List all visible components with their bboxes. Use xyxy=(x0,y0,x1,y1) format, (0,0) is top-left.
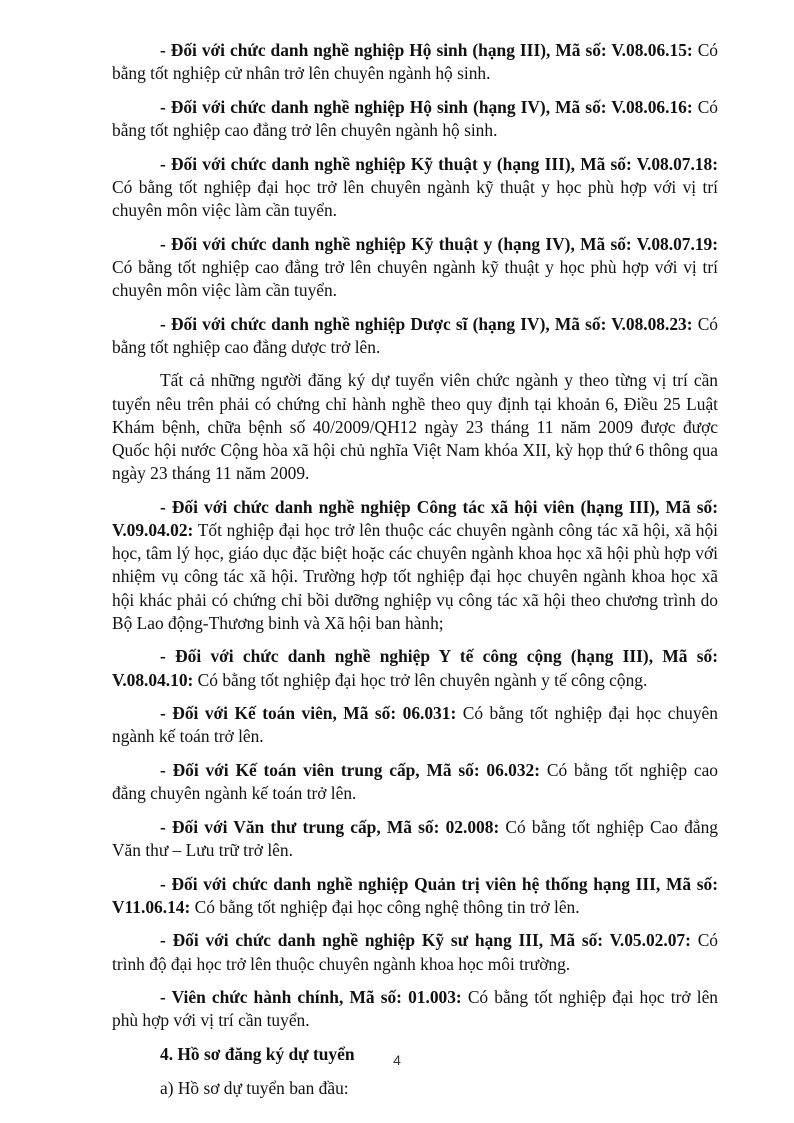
paragraph-text: Có bằng tốt nghiệp đại học trở lên chuyên ngành kỹ thuật y học phù hợp với vị trí chuyên môn việc làm cần tuyển. xyxy=(112,176,718,220)
paragraph-text: Có bằng tốt nghiệp đại học công nghệ thông tin trở lên. xyxy=(190,896,580,917)
paragraph-text: Có bằng tốt nghiệp Cao đẳng Văn thư – Lưu trữ trở lên. xyxy=(112,816,718,860)
paragraph-ky-thuat-y-iv xyxy=(112,233,718,303)
paragraph-ky-su xyxy=(112,929,718,975)
paragraph-ky-thuat-y-iii xyxy=(112,153,718,223)
paragraph-duoc-si-iv xyxy=(112,313,718,359)
paragraph-lead: - Đối với Kế toán viên, Mã số: 06.031: xyxy=(160,703,457,724)
paragraph-lead: - Đối với chức danh nghề nghiệp Quản trị viên hệ thống hạng III, Mã số: V11.06.14: xyxy=(112,873,718,917)
paragraph-ho-sinh-iii xyxy=(112,39,718,85)
paragraph-text: Có bằng tốt nghiệp cao đẳng trở lên chuyên ngành kỹ thuật y học phù hợp với vị trí chuyên môn việc làm cần tuyển. xyxy=(112,256,718,300)
paragraph-lead: - Viên chức hành chính, Mã số: 01.003: xyxy=(160,987,462,1008)
section-heading: 4. Hồ sơ đăng ký dự tuyển xyxy=(160,1043,355,1064)
paragraph-lead: - Đối với chức danh nghề nghiệp Hộ sinh (hạng III), Mã số: V.08.06.15: xyxy=(160,40,693,60)
paragraph-text: Có bằng tốt nghiệp đại học trở lên chuyên ngành y tế công cộng. xyxy=(193,669,648,690)
paragraph-text: Có bằng tốt nghiệp cao đẳng chuyên ngành kế toán trở lên. xyxy=(112,760,718,804)
paragraph-text: Có bằng tốt nghiệp cao đẳng dược trở lên. xyxy=(112,313,718,357)
paragraph-lead: - Đối với chức danh nghề nghiệp Dược sĩ (hạng IV), Mã số: V.08.08.23: xyxy=(160,313,693,334)
paragraph-text: Có trình độ đại học trở lên thuộc chuyên ngành khoa học môi trường. xyxy=(112,930,718,974)
paragraph-lead: - Đối với chức danh nghề nghiệp Y tế công cộng (hạng III), Mã số: V.08.04.10: xyxy=(112,646,718,690)
paragraph-text: Có bằng tốt nghiệp cử nhân trở lên chuyên ngành hộ sinh. xyxy=(112,40,718,84)
paragraph-lead: - Đối với Kế toán viên trung cấp, Mã số: 06.032: xyxy=(160,760,541,780)
paragraph-text: Có bằng tốt nghiệp đại học trở lên phù hợp với vị trí cần tuyển. xyxy=(112,987,718,1031)
paragraph-lead: - Đối với chức danh nghề nghiệp Hộ sinh (hạng IV), Mã số: V.08.06.16: xyxy=(160,96,693,117)
paragraph-lead: - Đối với chức danh nghề nghiệp Công tác xã hội viên (hạng III), Mã số: V.09.04.02: xyxy=(112,496,718,540)
paragraph-lead: - Đối với chức danh nghề nghiệp Kỹ sư hạng III, Mã số: V.05.02.07: xyxy=(160,930,691,951)
paragraph-quan-tri-vien xyxy=(112,873,718,919)
document-body xyxy=(112,39,718,1110)
paragraph-text: Có bằng tốt nghiệp cao đẳng trở lên chuyên ngành hộ sinh. xyxy=(112,96,718,140)
paragraph-chung-chi-hanh-nghe xyxy=(112,369,718,485)
paragraph-lead: - Đối với chức danh nghề nghiệp Kỹ thuật y (hạng IV), Mã số: V.08.07.19: xyxy=(160,233,718,254)
paragraph-y-te-cong-cong xyxy=(112,645,718,691)
paragraph-text: Tốt nghiệp đại học trở lên thuộc các chuyên ngành công tác xã hội, xã hội học, tâm lý học, giáo dục đặc biệt hoặc các chuyên ngành khoa học xã hội phù hợp với nhiệm vụ công tác xã hội. Trường hợp tốt nghiệp đại học chuyên ngành khoa học xã hội khác phải có chứng chỉ bồi dưỡng nghiệp vụ công tác xã hội theo chương trình do Bộ Lao động-Thương binh và Xã hội ban hành; xyxy=(112,520,718,633)
paragraph-text: Có bằng tốt nghiệp đại học chuyên ngành kế toán trở lên. xyxy=(112,703,718,747)
paragraph-lead: - Đối với Văn thư trung cấp, Mã số: 02.008: xyxy=(160,816,500,837)
paragraph-text: Tất cả những người đăng ký dự tuyển viên chức ngành y theo từng vị trí cần tuyển nêu trên phải có chứng chỉ hành nghề theo quy định tại khoản 6, Điều 25 Luật Khám bệnh, chữa bệnh số 40/2009/QH12 ngày 23 tháng 11 năm 2009 được được Quốc hội nước Cộng hòa xã hội chủ nghĩa Việt Nam khóa XII, kỳ họp thứ 6 thông qua ngày 23 tháng 11 năm 2009. xyxy=(112,370,718,484)
paragraph-vien-chuc-hanh-chinh xyxy=(112,986,718,1032)
subsection-label: a) Hồ sơ dự tuyển ban đầu: xyxy=(160,1077,349,1098)
paragraph-ho-sinh-iv xyxy=(112,96,718,142)
paragraph-lead: - Đối với chức danh nghề nghiệp Kỹ thuật y (hạng III), Mã số: V.08.07.18: xyxy=(160,153,718,174)
page-number: 4 xyxy=(393,1052,401,1068)
paragraph-van-thu xyxy=(112,816,718,862)
paragraph-ke-toan-vien xyxy=(112,702,718,748)
paragraph-ke-toan-trung-cap xyxy=(112,759,718,805)
paragraph-cong-tac-xa-hoi xyxy=(112,496,718,635)
